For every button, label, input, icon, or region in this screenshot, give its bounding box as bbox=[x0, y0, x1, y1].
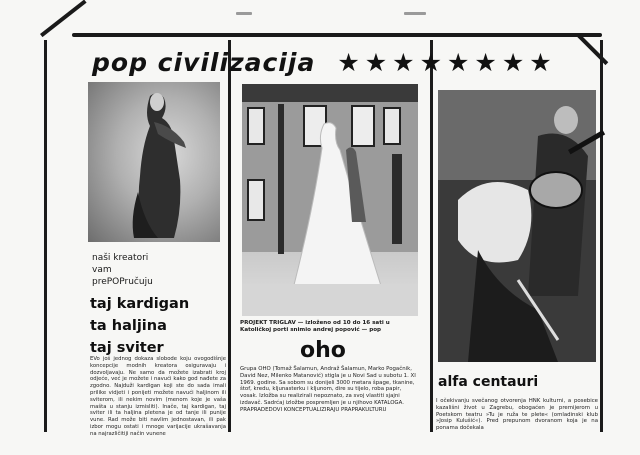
star-icon: ★ bbox=[392, 47, 415, 77]
print-smudge bbox=[236, 12, 252, 15]
house-and-bride-illustration bbox=[242, 84, 418, 316]
fashion-photo bbox=[88, 82, 220, 242]
headline-line: taj kardigan bbox=[90, 296, 190, 312]
star-icon: ★ bbox=[364, 47, 388, 77]
column-rule-1 bbox=[228, 40, 231, 432]
article-body-middle: Grupa OHO (Tomaž Šalamun, Andraž Šalamun, Marko Pogačnik, David Nez, Milenko Matanović) stigla je u Novi Sad u subotu 1. XI 1969. godine. Sa sobom su donijeli 3000 metara špage, tkanine, štof, kredu, kljunasterku i kljunom, dire su tijelo, roba papir, vosak. Izložba su realizirali nepoznato, za svoj vlastiti sjajni izdavač. Sadrćaj izložbe pospremljen je u njihovo KATALOGA. PRAPRADEDOVI KONCEPTUALIZIRAJU PRAPRAKULTURU bbox=[240, 366, 416, 413]
article-body-right: I očekivanju svečanog otvorenja HNK kulturni, a posebice kazališni život u Zagrebu, obogaćen je premijerom u Poetskom teatru »Tu je ruža te plete« (omladinski klub »Josip Kulušić«). Pred prepunom dvoranom koja je na ponama dočekala bbox=[436, 398, 598, 432]
kicker-line: vam bbox=[92, 265, 112, 275]
column-rule-right bbox=[600, 40, 603, 432]
column-rule-2 bbox=[430, 40, 433, 432]
star-icon: ★ bbox=[419, 47, 442, 77]
frame-right-corner bbox=[577, 34, 608, 65]
guitarist-illustration bbox=[438, 90, 596, 362]
star-icon: ★ bbox=[474, 47, 497, 77]
guitarist-photo bbox=[438, 90, 596, 362]
star-icon: ★ bbox=[501, 47, 525, 77]
oho-headline: oho bbox=[300, 338, 346, 363]
frame-left-corner bbox=[40, 0, 87, 37]
headline-line: taj sviter bbox=[90, 340, 164, 356]
article-body-left: EVo još jednog dokaza slobode koju ovogodišnje koncepcije modnih kreatora osiguravaju i dozvoljavaju. Ne samo da možete izabrati kroj odjeće, već je možete i navući kako god nađete za zgodno. Najduži kardigan koji ste do sada imali prilike vidjeti i ponijeti možete navući haljinom ili sviterom, ili nekim novim (menom koje je vaša mašta u stanju izmisliti). Inače, taj kardigan, taj sviter ili ta haljina pletena je od tanje ili punije vune. Rad može biti navlim jednostavan, ili pak izbor mogu ostati i mnoge varijacije ukrašavanja na najrazličitiji način vunene bbox=[90, 356, 226, 437]
wedding-dress-photo bbox=[242, 84, 418, 316]
kicker-line: naši kreatori bbox=[92, 253, 149, 263]
photo-caption: PROJEKT TRIGLAV — izloženo od 10 do 16 sati u Katoličkoj porti snimio andrej popović — pop bbox=[240, 320, 390, 333]
frame-top-rule bbox=[72, 33, 602, 37]
model-figure-illustration bbox=[88, 82, 220, 242]
star-icon: ★ bbox=[337, 47, 360, 77]
star-icon: ★ bbox=[447, 47, 470, 77]
column-rule-left bbox=[44, 40, 47, 432]
kicker bbox=[92, 252, 202, 288]
alfa-centauri-headline: alfa centauri bbox=[438, 374, 539, 390]
kicker-line: prePOPručuju bbox=[92, 277, 153, 287]
headline-line: ta haljina bbox=[90, 318, 167, 334]
print-smudge bbox=[404, 12, 426, 15]
masthead bbox=[92, 46, 552, 78]
star-icon: ★ bbox=[529, 47, 552, 77]
article-headline bbox=[90, 293, 230, 359]
masthead-stars bbox=[337, 47, 552, 77]
masthead-title: pop civilizacija bbox=[92, 47, 316, 77]
